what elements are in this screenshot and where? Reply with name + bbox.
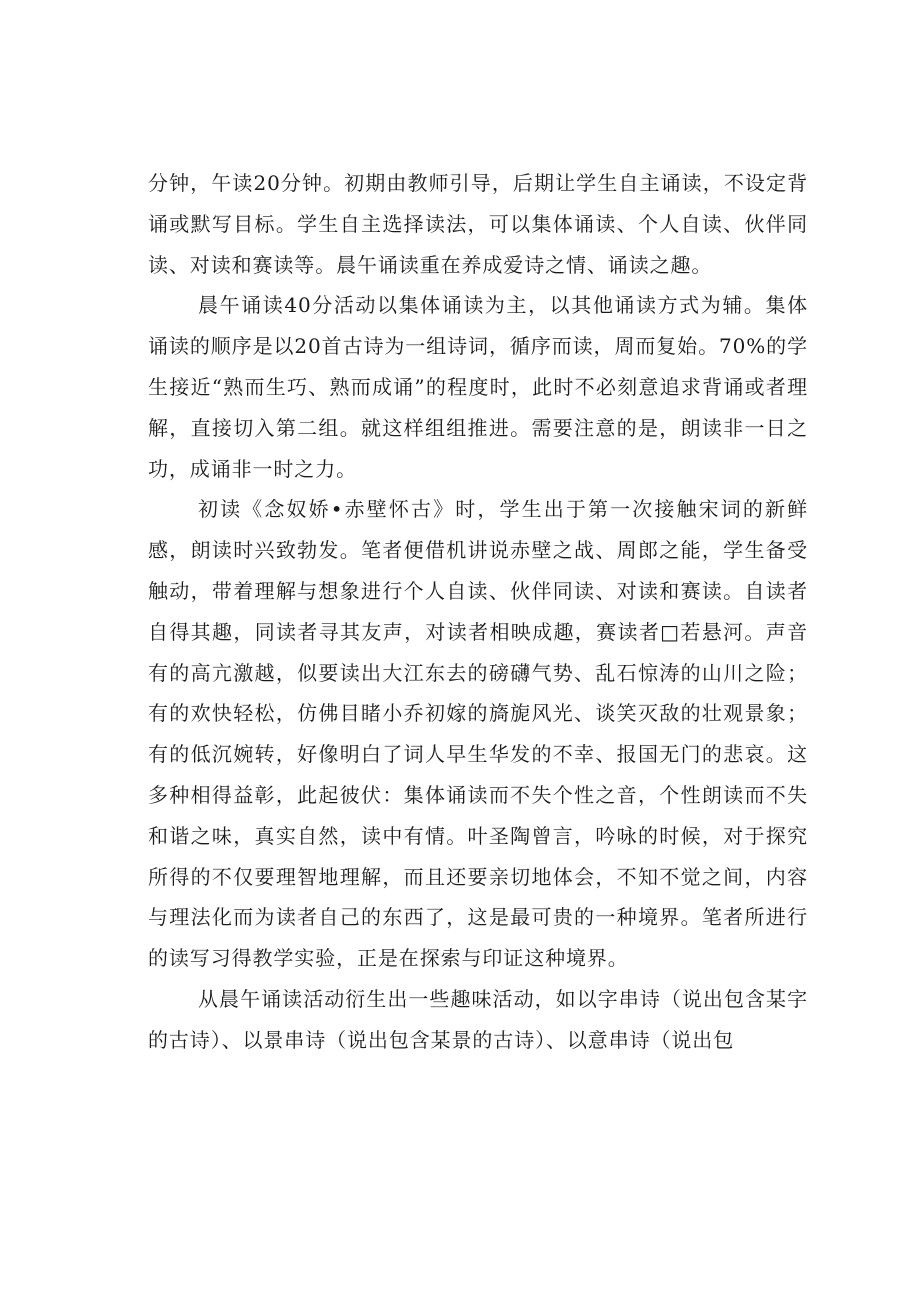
body-text bbox=[148, 163, 808, 1061]
paragraph: 晨午诵读40分活动以集体诵读为主，以其他诵读方式为辅。集体诵读的顺序是以20首古诗为一组诗词，循序而读，周而复始。70%的学生接近“熟而生巧、熟而成诵”的程度时，此时不必刻意追求背诵或者理解，直接切入第二组。就这样组组推进。需要注意的是，朗读非一日之功，成诵非一时之力。 bbox=[148, 293, 808, 481]
paragraph-continued: 分钟，午读20分钟。初期由教师引导，后期让学生自主诵读，不设定背诵或默写目标。学生自主选择读法，可以集体诵读、个人自读、伙伴同读、对读和赛读等。晨午诵读重在养成爱诗之情、诵读之趣。 bbox=[148, 171, 808, 277]
paragraph: 从晨午诵读活动衍生出一些趣味活动，如以字串诗（说出包含某字的古诗）、以景串诗（说出包含某景的古诗）、以意串诗（说出包 bbox=[148, 986, 808, 1052]
paragraph: 初读《念奴娇•赤壁怀古》时，学生出于第一次接触宋词的新鲜感，朗读时兴致勃发。笔者便借机讲说赤壁之战、周郎之能，学生备受触动，带着理解与想象进行个人自读、伙伴同读、对读和赛读。自读者自得其趣，同读者寻其友声，对读者相映成趣，赛读者□若悬河。声音有的高亢激越，似要读出大江东去的磅礴气势、乱石惊涛的山川之险；有的欢快轻松，仿佛目睹小乔初嫁的旖旎风光、谈笑灭敌的壮观景象；有的低沉婉转，好像明白了词人早生华发的不幸、报国无门的悲哀。这多种相得益彰，此起彼伏：集体诵读而不失个性之音，个性朗读而不失和谐之味，真实自然，读中有情。叶圣陶曾言，吟咏的时候，对于探究所得的不仅要理智地理解，而且还要亲切地体会，不知不觉之间，内容与理法化而为读者自己的东西了，这是最可贵的一种境界。笔者所进行的读写习得教学实验，正是在探索与印证这种境界。 bbox=[148, 497, 808, 971]
